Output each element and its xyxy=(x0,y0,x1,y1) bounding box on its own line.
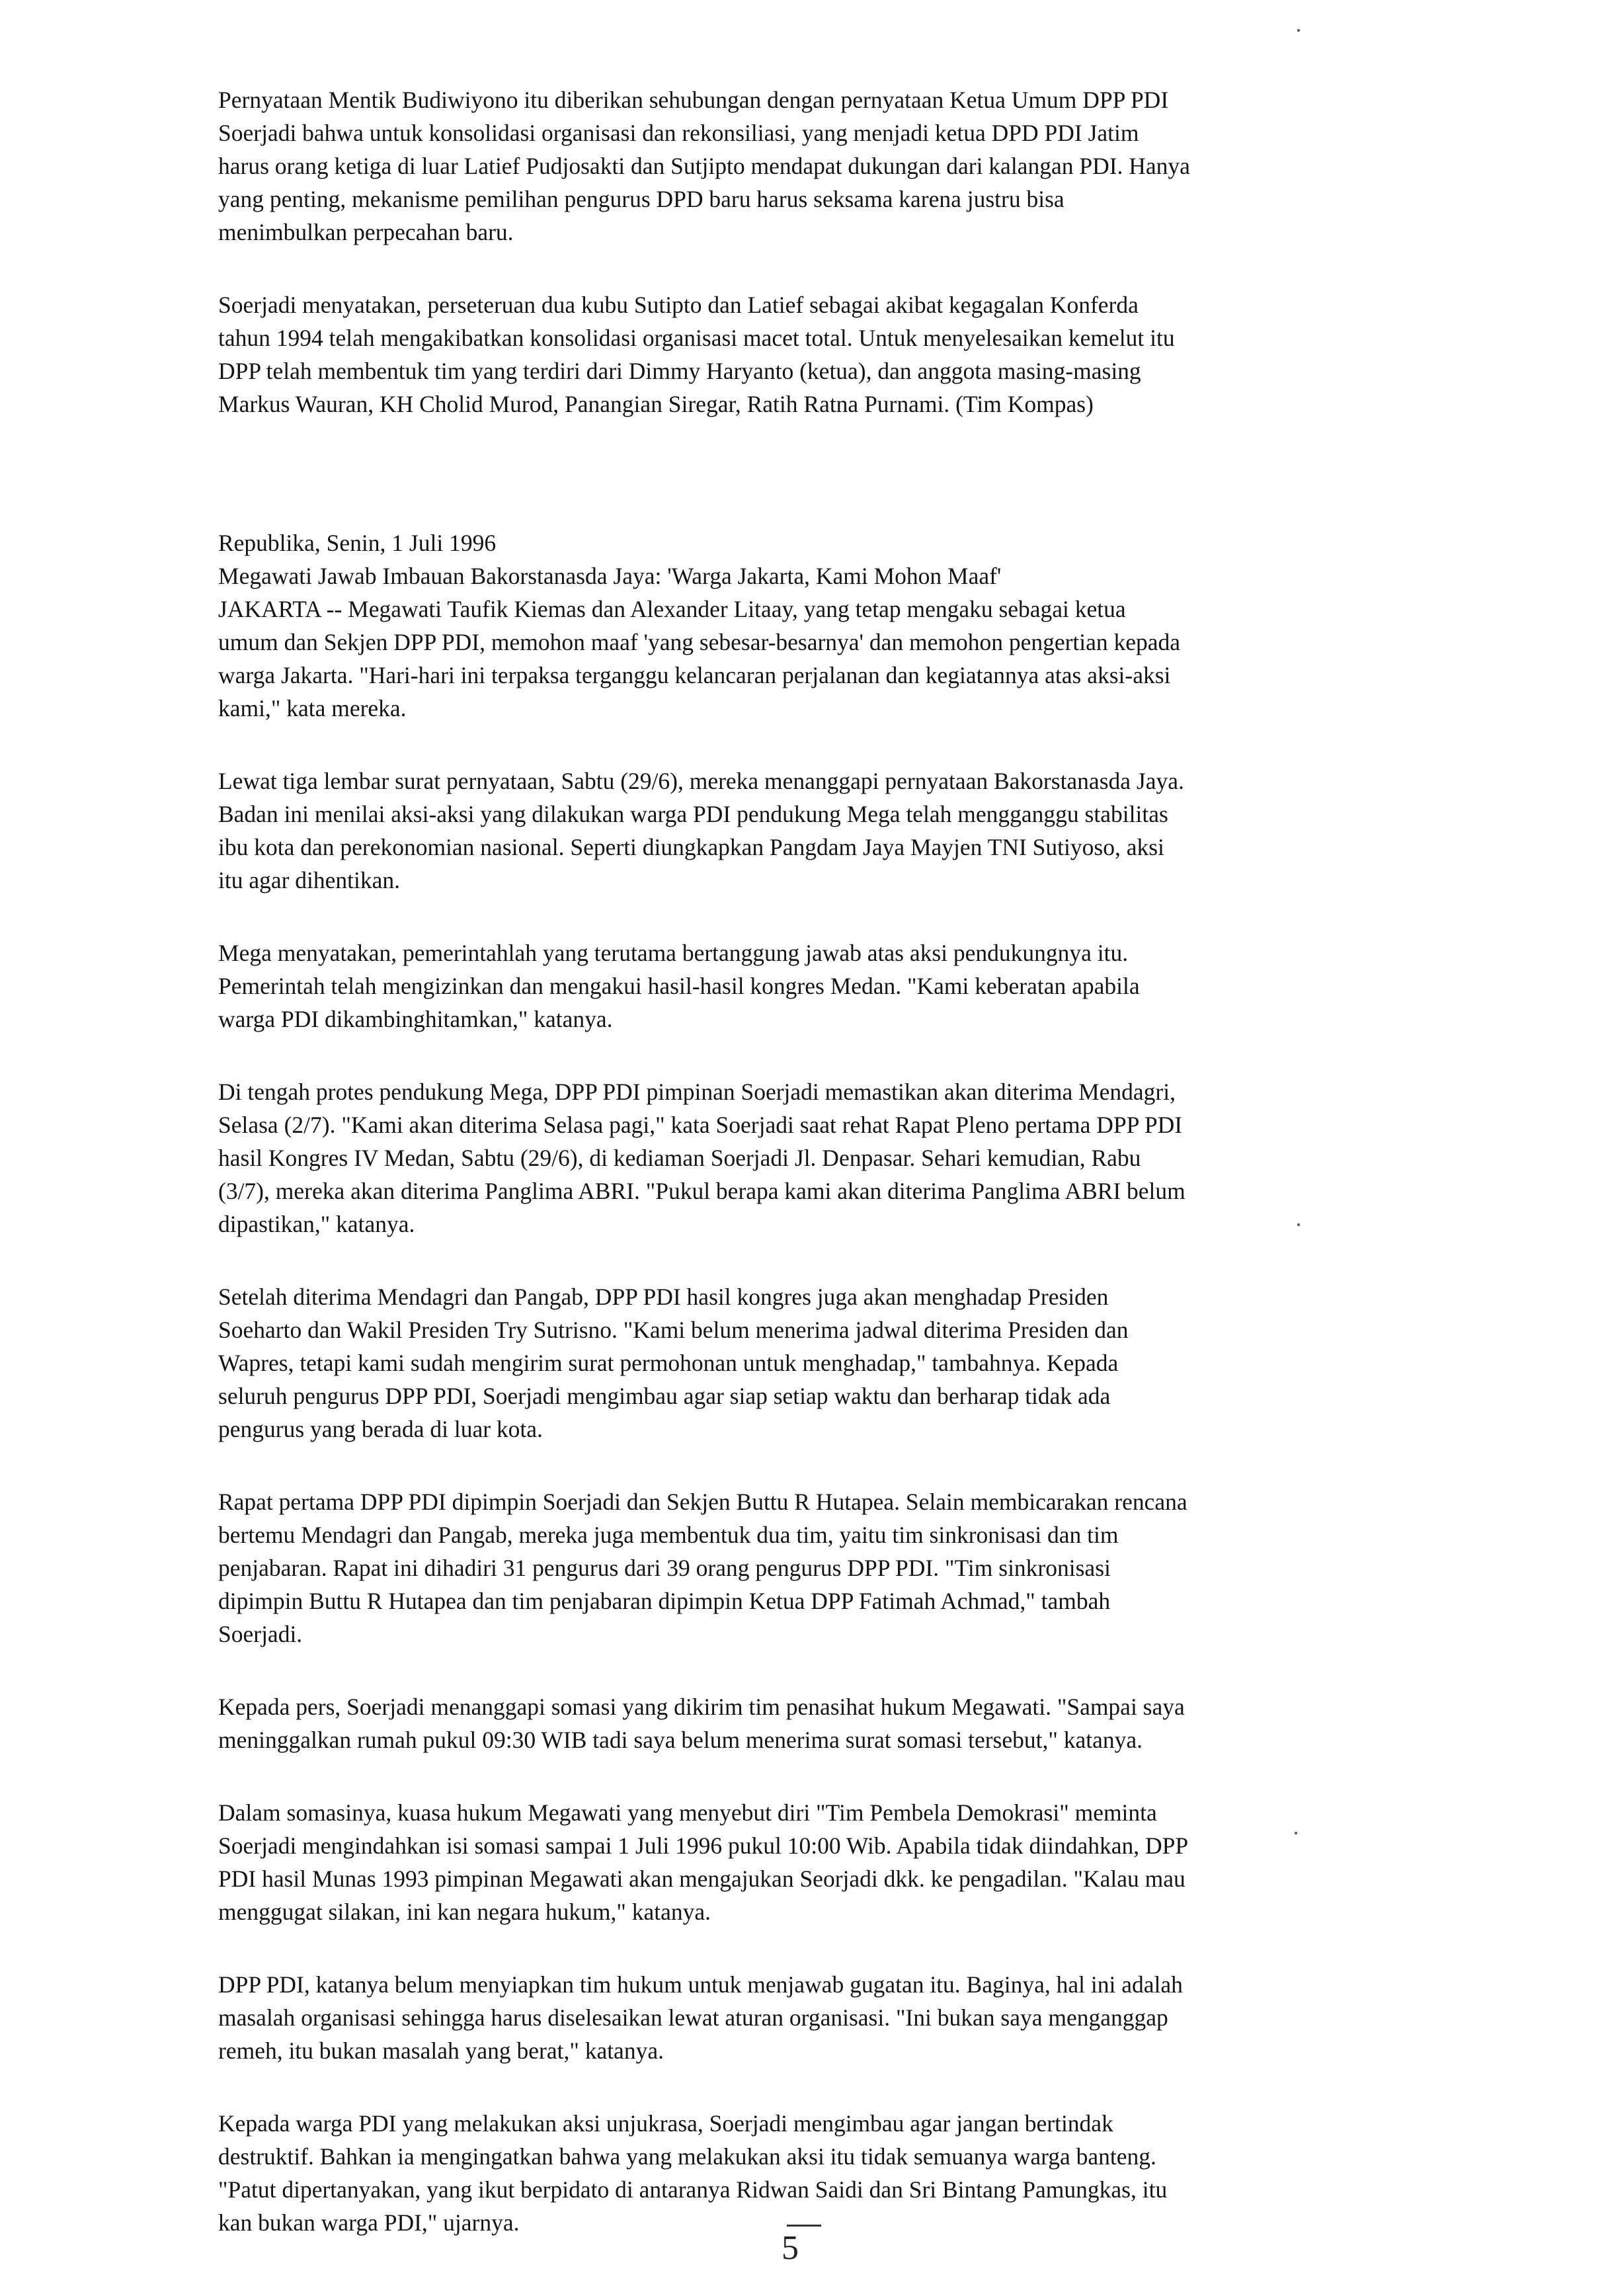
article-paragraph xyxy=(218,1280,1375,1446)
text-line: Rapat pertama DPP PDI dipimpin Soerjadi dan Sekjen Buttu R Hutapea. Selain membicarakan rencana xyxy=(218,1489,1187,1515)
text-line: Pemerintah telah mengizinkan dan mengakui hasil-hasil kongres Medan. "Kami keberatan apabila xyxy=(218,973,1140,999)
article-paragraph xyxy=(218,1796,1375,1928)
text-line: kan bukan warga PDI," ujarnya. xyxy=(218,2209,520,2236)
text-line: Setelah diterima Mendagri dan Pangab, DPP PDI hasil kongres juga akan menghadap Presiden xyxy=(218,1284,1109,1310)
text-line: PDI hasil Munas 1993 pimpinan Megawati akan mengajukan Seorjadi dkk. ke pengadilan. "Kalau mau xyxy=(218,1866,1186,1892)
scan-speck xyxy=(1295,1832,1297,1834)
text-line: Kepada warga PDI yang melakukan aksi unjukrasa, Soerjadi mengimbau agar jangan bertindak xyxy=(218,2110,1113,2137)
text-line: Soerjadi. xyxy=(218,1621,303,1647)
scan-speck xyxy=(1297,1223,1300,1226)
article-paragraph xyxy=(218,2107,1375,2239)
text-line: DPP PDI, katanya belum menyiapkan tim hukum untuk menjawab gugatan itu. Baginya, hal ini adalah xyxy=(218,1971,1183,1998)
text-line: remeh, itu bukan masalah yang berat," katanya. xyxy=(218,2037,664,2064)
text-line: Soerjadi menyatakan, perseteruan dua kubu Sutipto dan Latief sebagai akibat kegagalan Konferda xyxy=(218,292,1139,318)
article-paragraph xyxy=(218,1075,1375,1241)
scan-speck xyxy=(1297,29,1300,32)
text-line: ibu kota dan perekonomian nasional. Seperti diungkapkan Pangdam Jaya Mayjen TNI Sutiyoso, aksi xyxy=(218,834,1164,860)
text-line: DPP telah membentuk tim yang terdiri dari Dimmy Haryanto (ketua), dan anggota masing-masing xyxy=(218,358,1141,384)
text-line: Di tengah protes pendukung Mega, DPP PDI pimpinan Soerjadi memastikan akan diterima Mendagri, xyxy=(218,1079,1176,1105)
text-line: dipimpin Buttu R Hutapea dan tim penjabaran dipimpin Ketua DPP Fatimah Achmad," tambah xyxy=(218,1588,1111,1614)
text-line: meninggalkan rumah pukul 09:30 WIB tadi saya belum menerima surat somasi tersebut," katanya. xyxy=(218,1727,1143,1753)
page-number: 5 xyxy=(782,2229,799,2267)
text-line: bertemu Mendagri dan Pangab, mereka juga membentuk dua tim, yaitu tim sinkronisasi dan tim xyxy=(218,1522,1119,1548)
text-line: pengurus yang berada di luar kota. xyxy=(218,1416,543,1442)
text-line: penjabaran. Rapat ini dihadiri 31 pengurus dari 39 orang pengurus DPP PDI. "Tim sinkronisasi xyxy=(218,1555,1111,1581)
article-paragraph xyxy=(218,1485,1375,1651)
text-line: warga Jakarta. "Hari-hari ini terpaksa terganggu kelancaran perjalanan dan kegiatannya atas aksi-aksi xyxy=(218,662,1171,688)
document-page xyxy=(218,83,1375,2279)
text-line: yang penting, mekanisme pemilihan pengurus DPD baru harus seksama karena justru bisa xyxy=(218,186,1065,212)
text-line: Markus Wauran, KH Cholid Murod, Panangian Siregar, Ratih Ratna Purnami. (Tim Kompas) xyxy=(218,391,1094,417)
text-line: menimbulkan perpecahan baru. xyxy=(218,219,514,245)
text-line: Dalam somasinya, kuasa hukum Megawati yang menyebut diri "Tim Pembela Demokrasi" meminta xyxy=(218,1799,1157,1826)
text-line: Soeharto dan Wakil Presiden Try Sutrisno. "Kami belum menerima jadwal diterima Presiden dan xyxy=(218,1317,1129,1343)
text-line: seluruh pengurus DPP PDI, Soerjadi mengimbau agar siap setiap waktu dan berharap tidak ada xyxy=(218,1383,1111,1409)
text-line: JAKARTA -- Megawati Taufik Kiemas dan Alexander Litaay, yang tetap mengaku sebagai ketua xyxy=(218,596,1126,622)
text-line: Mega menyatakan, pemerintahlah yang terutama bertanggung jawab atas aksi pendukungnya itu. xyxy=(218,940,1129,966)
text-line: tahun 1994 telah mengakibatkan konsolidasi organisasi macet total. Untuk menyelesaikan kemelut itu xyxy=(218,325,1175,351)
article-header xyxy=(218,526,1375,725)
article-headline: Megawati Jawab Imbauan Bakorstanasda Jaya: 'Warga Jakarta, Kami Mohon Maaf' xyxy=(218,563,1002,589)
text-line: hasil Kongres IV Medan, Sabtu (29/6), di kediaman Soerjadi Jl. Denpasar. Sehari kemudian, Rabu xyxy=(218,1145,1141,1171)
text-line: dipastikan," katanya. xyxy=(218,1211,415,1237)
text-line: menggugat silakan, ini kan negara hukum," katanya. xyxy=(218,1899,711,1925)
text-line: umum dan Sekjen DPP PDI, memohon maaf 'yang sebesar-besarnya' dan memohon pengertian kepada xyxy=(218,629,1181,655)
text-line: Pernyataan Mentik Budiwiyono itu diberikan sehubungan dengan pernyataan Ketua Umum DPP PDI xyxy=(218,87,1169,113)
article-paragraph xyxy=(218,764,1375,897)
text-line: (3/7), mereka akan diterima Panglima ABRI. "Pukul berapa kami akan diterima Panglima ABRI belum xyxy=(218,1178,1186,1204)
text-line: Kepada pers, Soerjadi menanggapi somasi yang dikirim tim penasihat hukum Megawati. "Sampai saya xyxy=(218,1694,1185,1720)
text-line: Selasa (2/7). "Kami akan diterima Selasa pagi," kata Soerjadi saat rehat Rapat Pleno pertama DPP PDI xyxy=(218,1112,1183,1138)
text-line: destruktif. Bahkan ia mengingatkan bahwa yang melakukan aksi itu tidak semuanya warga banteng. xyxy=(218,2143,1156,2170)
text-line: Soerjadi bahwa untuk konsolidasi organisasi dan rekonsiliasi, yang menjadi ketua DPD PDI Jatim xyxy=(218,120,1139,146)
intro-paragraph-1 xyxy=(218,83,1375,249)
text-line: harus orang ketiga di luar Latief Pudjosakti dan Sutjipto mendapat dukungan dari kalangan PDI. Hanya xyxy=(218,153,1190,179)
text-line: warga PDI dikambinghitamkan," katanya. xyxy=(218,1006,613,1032)
article-source: Republika, Senin, 1 Juli 1996 xyxy=(218,530,497,556)
article-paragraph xyxy=(218,936,1375,1036)
text-line: Badan ini menilai aksi-aksi yang dilakukan warga PDI pendukung Mega telah mengganggu stabilitas xyxy=(218,801,1168,827)
article-paragraph xyxy=(218,1968,1375,2067)
text-line: Soerjadi mengindahkan isi somasi sampai 1 Juli 1996 pukul 10:00 Wib. Apabila tidak diindahkan, DPP xyxy=(218,1832,1189,1859)
section-spacer xyxy=(218,460,1375,526)
text-line: masalah organisasi sehingga harus diselesaikan lewat aturan organisasi. "Ini bukan saya menganggap xyxy=(218,2004,1168,2031)
text-line: itu agar dihentikan. xyxy=(218,867,401,893)
text-line: kami," kata mereka. xyxy=(218,695,407,721)
text-line: Lewat tiga lembar surat pernyataan, Sabtu (29/6), mereka menanggapi pernyataan Bakorstanasda Jaya. xyxy=(218,768,1184,794)
intro-paragraph-2 xyxy=(218,288,1375,421)
article-paragraph xyxy=(218,1690,1375,1756)
text-line: "Patut dipertanyakan, yang ikut berpidato di antaranya Ridwan Saidi dan Sri Bintang Pamungkas, itu xyxy=(218,2176,1168,2203)
text-line: Wapres, tetapi kami sudah mengirim surat permohonan untuk menghadap," tambahnya. Kepada xyxy=(218,1350,1119,1376)
